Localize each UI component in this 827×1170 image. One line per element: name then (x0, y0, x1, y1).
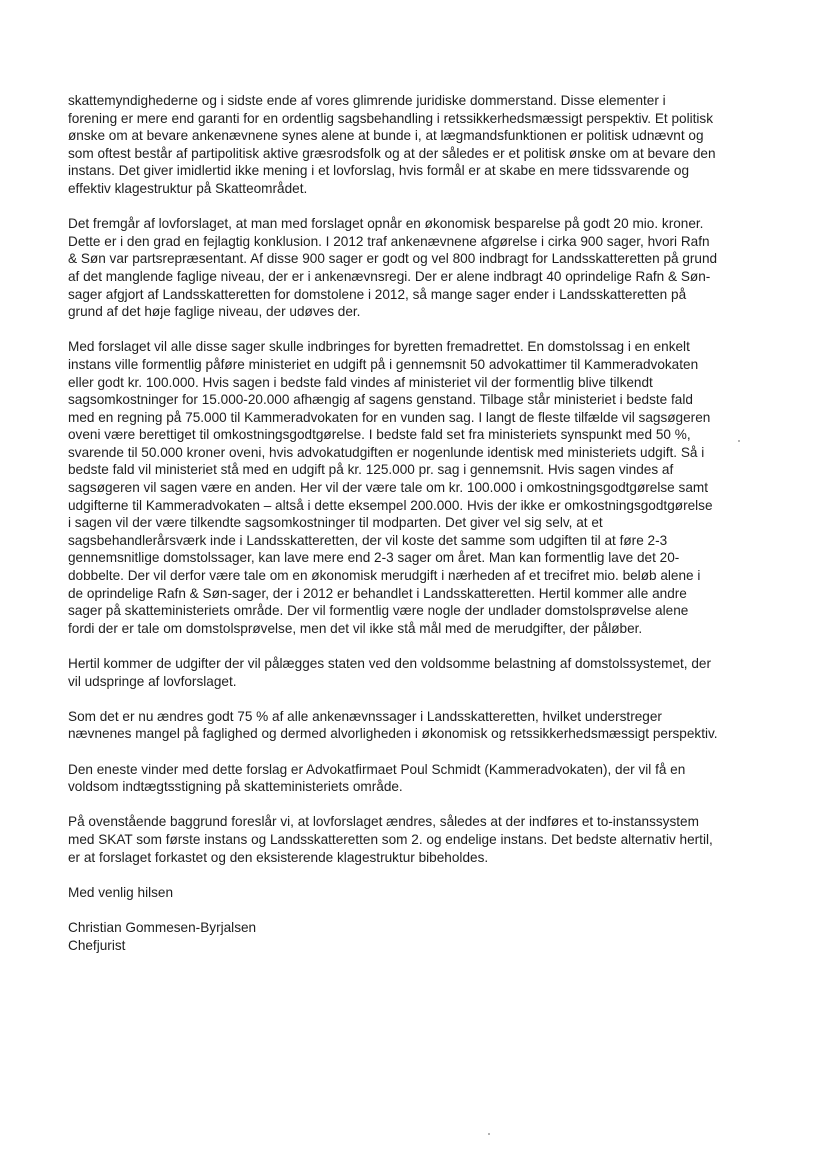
text-line: grund af det høje faglige niveau, der udøves der. (68, 304, 361, 320)
text-line: fordi der er tale om domstolsprøvelse, men det vil ikke stå mål med de merudgifter, der påløber. (68, 620, 643, 636)
paragraph-2 (68, 215, 748, 321)
paragraph-7 (68, 813, 748, 866)
text-line: sager på skatteministeriets område. Der vil formentlig være nogle der undlader domstolsprøvelse alene (68, 603, 689, 619)
paragraph-6 (68, 761, 748, 796)
text-line: vil udspringe af lovforslaget. (68, 673, 237, 689)
text-line: bedste fald vil ministeriet stå med en udgift på kr. 125.000 pr. sag i gennemsnit. Hvis sagen vindes af (68, 462, 674, 478)
text-line: sagsomkostninger for 15.000-20.000 afhængig af sagens genstand. Tilbage står ministeriet i bedste fald (68, 392, 693, 408)
text-line: Det fremgår af lovforslaget, at man med forslaget opnår en økonomisk besparelse på godt 20 mio. kroner. (68, 216, 704, 232)
paragraph-3 (68, 338, 748, 637)
text-line: & Søn var partsrepræsentant. Af disse 900 sager er godt og vel 800 indbragt for Landsskatteretten på grund (68, 251, 718, 267)
text-line: nævnenes mangel på faglighed og dermed alvorligheden i økonomisk og retssikkerhedsmæssigt perspektiv. (68, 726, 718, 742)
text-line: skattemyndighederne og i sidste ende af vores glimrende juridiske dommerstand. Disse elementer i (68, 93, 666, 108)
text-line: instans. Det giver imidlertid ikke mening i et lovforslag, hvis formål er at skabe en mere tidssvarende og (68, 163, 690, 179)
paragraph-4 (68, 655, 748, 690)
letter-body (68, 92, 748, 954)
text-line: Med forslaget vil alle disse sager skulle indbringes for byretten fremadrettet. En domstolssag i en enkelt (68, 339, 690, 355)
text-line: oveni være berettiget til omkostningsgodtgørelse. I bedste fald set fra ministeriets synspunkt med 50 %, (68, 427, 691, 443)
text-line: gennemsnitlige domstolssager, kan lave mere end 2-3 sager om året. Man kan formentlig lave det 20- (68, 550, 680, 566)
signatory-name: Christian Gommesen-Byrjalsen (68, 919, 257, 935)
text-line: Den eneste vinder med dette forslag er Advokatfirmaet Poul Schmidt (Kammeradvokaten), der vil få en (68, 761, 686, 777)
text-line: effektiv klagestruktur på Skatteområdet. (68, 180, 308, 196)
text-line: er at forslaget forkastet og den eksisterende klagestruktur bibeholdes. (68, 849, 489, 865)
signatory-title: Chefjurist (68, 937, 126, 953)
signature-block (68, 919, 748, 954)
text-line: dobbelte. Der vil derfor være tale om en økonomisk merudgift i nærheden af et trecifret mio. beløb alene i (68, 568, 701, 584)
scan-speck (738, 440, 740, 442)
text-line: forening er mere end garanti for en ordentlig sagsbehandling i retssikkerhedsmæssigt perspektiv. Et politisk (68, 110, 714, 126)
text-line: svarende til 50.000 kroner oveni, hvis advokatudgiften er nogenlunde identisk med ministeriets udgift. Så i (68, 444, 705, 460)
text-line: På ovenstående baggrund foreslår vi, at lovforslaget ændres, således at der indføres et to-instanssystem (68, 814, 699, 830)
text-line: ønske om at bevare ankenævnene synes alene at bunde i, at lægmandsfunktionen er politisk udnævnt og (68, 128, 704, 144)
text-line: Dette er i den grad en fejlagtig konklusion. I 2012 traf ankenævnene afgørelse i cirka 900 sager, hvori Rafn (68, 233, 710, 249)
paragraph-5 (68, 708, 748, 743)
text-line: Hertil kommer de udgifter der vil pålægges staten ved den voldsomme belastning af domstolssystemet, der (68, 656, 711, 671)
text-line: instans ville formentlig påføre ministeriet en udgift på i gennemsnit 50 advokattimer til Kammeradvokaten (68, 356, 699, 372)
text-line: de oprindelige Rafn & Søn-sager, der i 2012 er behandlet i Landsskatteretten. Hertil kommer alle andre (68, 585, 687, 601)
paragraph-1 (68, 92, 748, 198)
text-line: med en regning på 75.000 til Kammeradvokaten for en vunden sag. I langt de fleste tilfælde vil sagsøgeren (68, 409, 711, 425)
text-line: sagsøgeren vil sagen være en anden. Her vil der være tale om kr. 100.000 i omkostningsgodtgørelse samt (68, 480, 708, 496)
text-line: i sagen vil der være tilkendte sagsomkostninger til modparten. Det giver vel sig selv, at et (68, 515, 603, 531)
text-line: med SKAT som første instans og Landsskatteretten som 2. og endelige instans. Det bedste alternativ hertil, (68, 831, 713, 847)
text-line: sagsbehandlerårsværk inde i Landsskatteretten, der vil koste det samme som udgiften til at føre 2-3 (68, 532, 668, 548)
closing-greeting: Med venlig hilsen (68, 884, 174, 900)
text-line: voldsom indtægtsstigning på skatteministeriets område. (68, 779, 403, 795)
text-line: af det manglende faglige niveau, der er i ankenævnsregi. Der er alene indbragt 40 oprindelige Rafn & Søn- (68, 268, 711, 284)
text-line: eller godt kr. 100.000. Hvis sagen i bedste fald vindes af ministeriet vil der formentlig blive tilkendt (68, 374, 653, 390)
text-line: udgifterne til Kammeradvokaten – altså i dette eksempel 200.000. Hvis der ikke er omkostningsgodtgørelse (68, 497, 713, 513)
text-line: Som det er nu ændres godt 75 % af alle ankenævnssager i Landsskatteretten, hvilket understreger (68, 708, 662, 724)
text-line: sager afgjort af Landsskatteretten for domstolene i 2012, så mange sager ender i Landsskatteretten på (68, 286, 687, 302)
text-line: som oftest består af partipolitisk aktive græsrodsfolk og at der således er et politisk ønske om at bevare den (68, 145, 716, 161)
scan-speck (488, 1133, 490, 1135)
